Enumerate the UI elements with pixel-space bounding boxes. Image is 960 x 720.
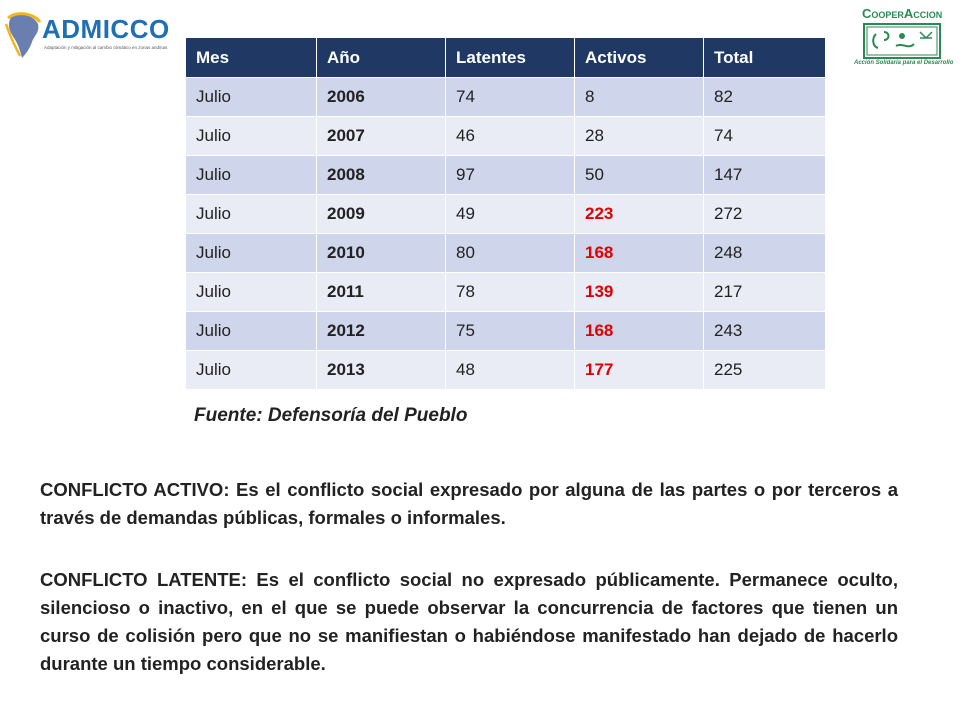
- cell-ano: 2011: [317, 273, 446, 312]
- cell-ano: 2013: [317, 351, 446, 390]
- cell-latentes: 74: [446, 78, 575, 117]
- definition-active-conflict: CONFLICTO ACTIVO: Es el conflicto social expresado por alguna de las partes o por terceros a través de demandas públicas, formales o informales.: [40, 479, 898, 528]
- definition-latent-conflict: CONFLICTO LATENTE: Es el conflicto social no expresado públicamente. Permanece oculto, silencioso o inactivo, en el que se puede observar la concurrencia de factores que tienen un curso de colisión pero que no se manifiestan o habiéndose manifestado han dejado de hacerlo durante un tiempo considerable.: [40, 569, 898, 674]
- cell-latentes: 49: [446, 195, 575, 234]
- cell-latentes: 78: [446, 273, 575, 312]
- cell-mes: Julio: [186, 195, 317, 234]
- admicco-logo-text: ADMICCO: [42, 14, 170, 44]
- cell-mes: Julio: [186, 351, 317, 390]
- cell-latentes: 97: [446, 156, 575, 195]
- cell-mes: Julio: [186, 78, 317, 117]
- cell-mes: Julio: [186, 117, 317, 156]
- cell-total: 272: [704, 195, 826, 234]
- cell-ano: 2006: [317, 78, 446, 117]
- table-row: [186, 312, 826, 351]
- cooperaccion-emblem-icon: [862, 22, 942, 60]
- cell-total: 225: [704, 351, 826, 390]
- cell-activos: 28: [575, 117, 704, 156]
- cell-ano: 2007: [317, 117, 446, 156]
- column-header-total: Total: [704, 38, 826, 78]
- cell-activos: 50: [575, 156, 704, 195]
- column-header-mes: Mes: [186, 38, 317, 78]
- cell-ano: 2012: [317, 312, 446, 351]
- column-header-ano: Año: [317, 38, 446, 78]
- cell-total: 74: [704, 117, 826, 156]
- conflicts-table: [186, 38, 826, 389]
- admicco-logo-tagline: Adaptación y mitigación al cambio climático en zonas andinas: [44, 45, 168, 50]
- cooperaccion-logo-tagline: Acción Solidaria para el Desarrollo: [854, 60, 954, 66]
- cell-total: 248: [704, 234, 826, 273]
- column-header-activos: Activos: [575, 38, 704, 78]
- table-row: [186, 156, 826, 195]
- cell-activos-highlighted: 168: [575, 312, 704, 351]
- cell-total: 243: [704, 312, 826, 351]
- cell-total: 217: [704, 273, 826, 312]
- table-header-row: [186, 38, 826, 78]
- column-header-latentes: Latentes: [446, 38, 575, 78]
- table-row: [186, 195, 826, 234]
- cell-latentes: 48: [446, 351, 575, 390]
- cell-activos-highlighted: 177: [575, 351, 704, 390]
- cooperaccion-logo: [840, 4, 956, 70]
- cell-ano: 2010: [317, 234, 446, 273]
- cell-activos-highlighted: 168: [575, 234, 704, 273]
- cell-mes: Julio: [186, 156, 317, 195]
- table-row: [186, 78, 826, 117]
- cell-latentes: 75: [446, 312, 575, 351]
- cell-total: 82: [704, 78, 826, 117]
- cell-ano: 2009: [317, 195, 446, 234]
- cell-activos-highlighted: 139: [575, 273, 704, 312]
- cell-latentes: 46: [446, 117, 575, 156]
- cell-latentes: 80: [446, 234, 575, 273]
- cooperaccion-logo-text: CooperAccion: [862, 6, 943, 21]
- cell-activos-highlighted: 223: [575, 195, 704, 234]
- cell-activos: 8: [575, 78, 704, 117]
- table-row: [186, 117, 826, 156]
- admicco-logo: [4, 6, 170, 64]
- table-row: [186, 273, 826, 312]
- cell-mes: Julio: [186, 273, 317, 312]
- table-row: [186, 234, 826, 273]
- table-row: [186, 351, 826, 390]
- cell-total: 147: [704, 156, 826, 195]
- source-note: Fuente: Defensoría del Pueblo: [194, 405, 468, 426]
- cell-ano: 2008: [317, 156, 446, 195]
- south-america-map-icon: [4, 10, 44, 60]
- cell-mes: Julio: [186, 234, 317, 273]
- cell-mes: Julio: [186, 312, 317, 351]
